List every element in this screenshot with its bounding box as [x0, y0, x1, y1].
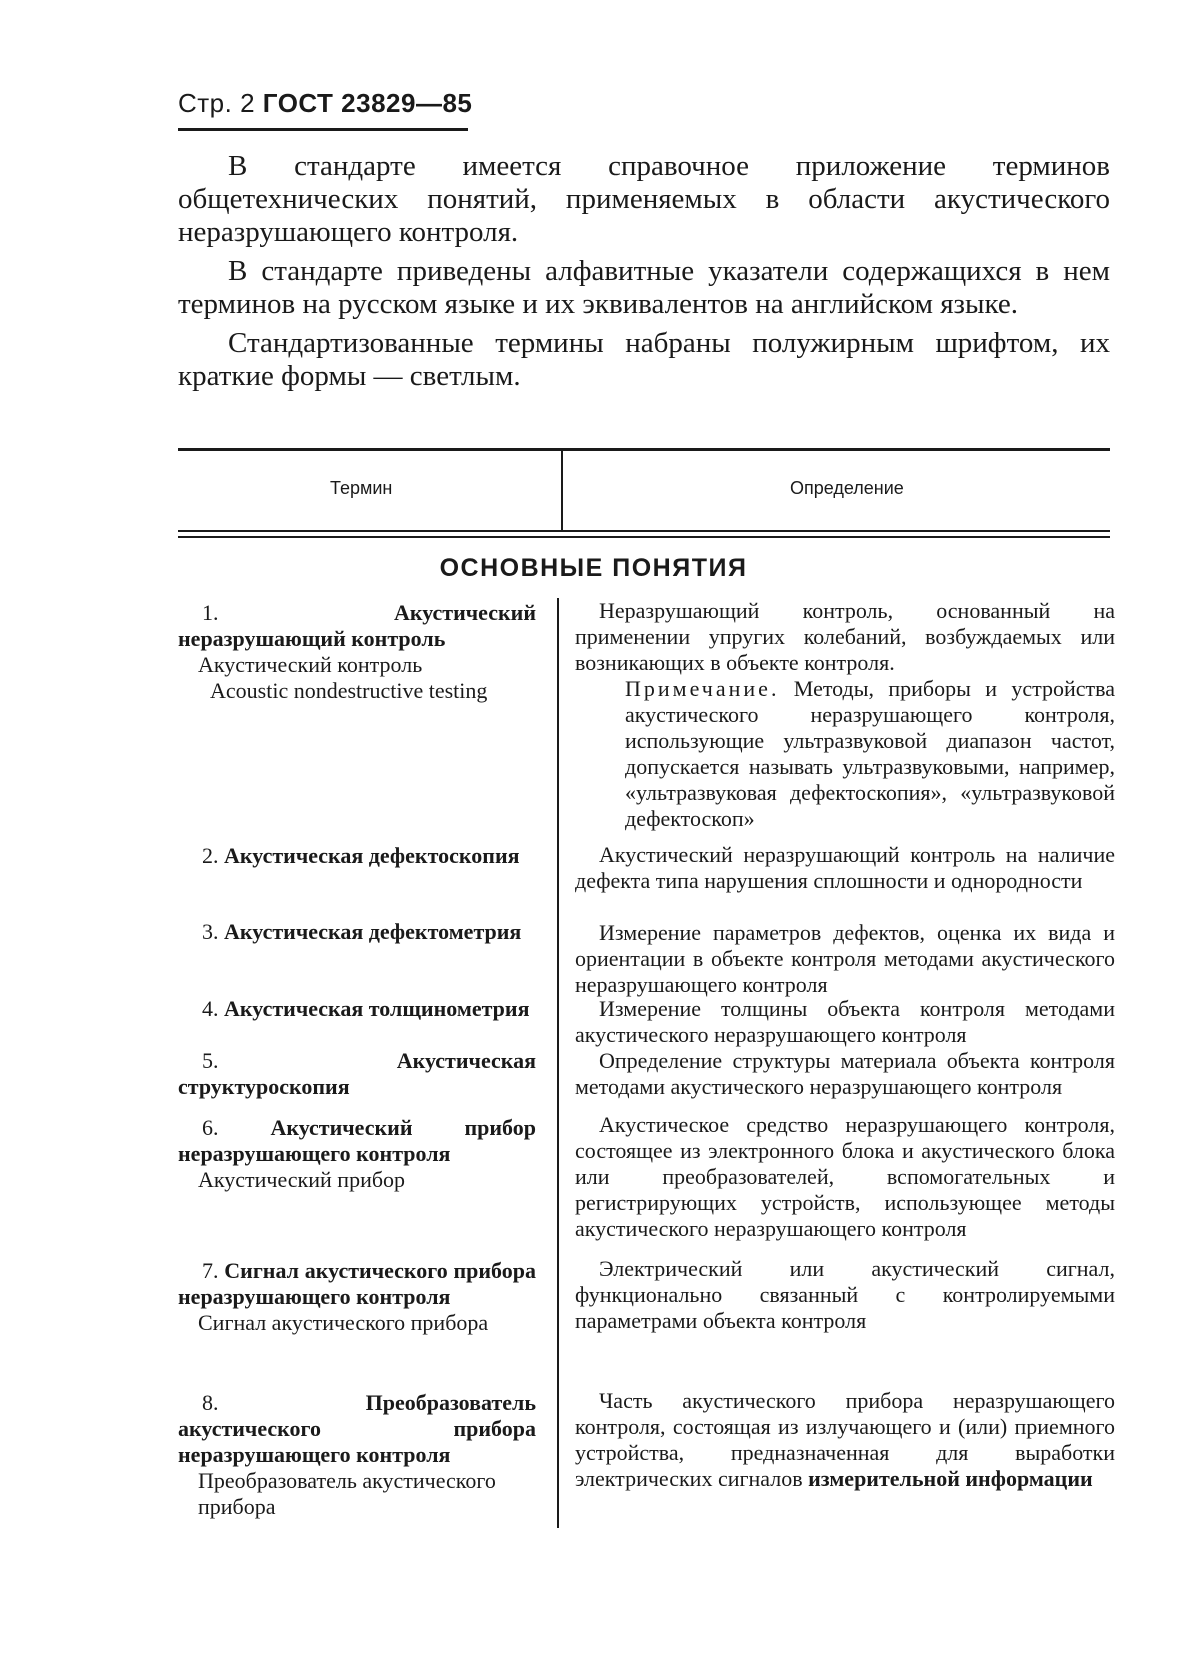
term-entry-1 — [178, 600, 536, 704]
definition-2 — [575, 842, 1115, 894]
table-header-rule — [178, 530, 1110, 532]
intro-paragraph: В стандарте имеется справочное приложение терминов общетехнических понятий, применяемых в области акустического неразрушающего контроля. — [178, 150, 1110, 248]
term-short-form: Акустический прибор — [198, 1167, 406, 1192]
term-name: Акустическая структуроскопия — [178, 1048, 536, 1099]
definition-3 — [575, 920, 1115, 998]
page-number: Стр. 2 — [178, 88, 256, 118]
term-name: Сигнал акустического прибора неразрушающего контроля — [178, 1258, 537, 1309]
definition-1 — [575, 598, 1115, 832]
term-number: 8. — [202, 1390, 219, 1415]
definition-7 — [575, 1256, 1115, 1334]
term-number: 5. — [202, 1048, 219, 1073]
term-english: Acoustic nondestructive testing — [210, 678, 488, 703]
definition-text: Неразрушающий контроль, основанный на применении упругих колебаний, возбуждаемых или возникающих в объекте контроля. — [575, 598, 1115, 675]
definition-text: Акустический неразрушающий контроль на наличие дефекта типа нарушения сплошности и однородности — [575, 842, 1115, 893]
note-label: Примечание. — [625, 676, 780, 701]
term-short-form: Акустический контроль — [198, 652, 423, 677]
term-name: Акустическая толщинометрия — [224, 996, 530, 1021]
table-body-divider — [557, 598, 559, 1528]
section-title: ОСНОВНЫЕ ПОНЯТИЯ — [439, 554, 748, 582]
definition-text — [575, 1388, 1115, 1492]
note-text: Методы, приборы и устройства акустического неразрушающего контроля, использующие ультразвуковой диапазон частот, допускается называть ультразвуковыми, например, «ультразвуковая дефектоскопия», «ультразвуковой дефектоскоп» — [625, 676, 1115, 831]
term-name: Акустический прибор неразрушающего контроля — [178, 1115, 536, 1166]
definition-8 — [575, 1388, 1115, 1492]
term-name: Акустическая дефектоскопия — [224, 843, 520, 868]
standard-number: ГОСТ 23829—85 — [262, 88, 473, 118]
definition-text-regular: Часть акустического прибора неразрушающего контроля, состоящая из излучающего и (или) приемного устройства, предназначенная для выработки электрических сигналов — [575, 1388, 1115, 1491]
intro-paragraph: Стандартизованные термины набраны полужирным шрифтом, их краткие формы — светлым. — [178, 327, 1110, 392]
term-entry-3 — [178, 919, 536, 945]
term-entry-6 — [178, 1115, 536, 1193]
definition-text-bold: измерительной информации — [808, 1466, 1093, 1491]
term-entry-2 — [178, 843, 536, 869]
definition-4 — [575, 996, 1115, 1048]
intro-paragraph: В стандарте приведены алфавитные указатели содержащихся в нем терминов на русском языке и их эквивалентов на английском языке. — [178, 255, 1110, 320]
term-number: 1. — [202, 600, 219, 625]
term-number: 4. — [202, 996, 219, 1021]
definition-text: Электрический или акустический сигнал, функционально связанный с контролируемыми параметрами объекта контроля — [575, 1256, 1115, 1333]
header-rule — [178, 128, 468, 131]
term-entry-7 — [178, 1258, 536, 1336]
term-number: 6. — [202, 1115, 219, 1140]
term-name: Акустическая дефектометрия — [224, 919, 522, 944]
term-entry-8 — [178, 1390, 536, 1520]
term-entry-5 — [178, 1048, 536, 1100]
term-entry-4 — [178, 996, 536, 1022]
table-header-rule — [178, 536, 1110, 538]
definition-text: Измерение параметров дефектов, оценка их вида и ориентации в объекте контроля методами акустического неразрушающего контроля — [575, 920, 1115, 997]
column-header-definition: Определение — [790, 478, 904, 498]
definition-note — [625, 676, 1115, 832]
page-header — [178, 88, 472, 119]
table-header-divider — [561, 451, 563, 530]
definition-5 — [575, 1048, 1115, 1100]
definition-6 — [575, 1112, 1115, 1242]
column-header-term: Термин — [330, 478, 393, 498]
term-name: Преобразователь акустического прибора неразрушающего контроля — [178, 1390, 536, 1467]
term-short-form: Сигнал акустического прибора — [198, 1310, 489, 1335]
definition-text: Акустическое средство неразрушающего контроля, состоящее из электронного блока и акустического блока или преобразователей, вспомогательных и регистрирующих устройств, использующее методы акустического неразрушающего контроля — [575, 1112, 1115, 1241]
definition-text: Измерение толщины объекта контроля методами акустического неразрушающего контроля — [575, 996, 1115, 1047]
intro-text — [178, 150, 1110, 399]
term-number: 3. — [202, 919, 219, 944]
term-number: 2. — [202, 843, 219, 868]
term-number: 7. — [202, 1258, 219, 1283]
table-top-rule — [178, 448, 1110, 451]
definition-text: Определение структуры материала объекта контроля методами акустического неразрушающего контроля — [575, 1048, 1115, 1099]
term-short-form: Преобразователь акустического прибора — [198, 1468, 496, 1519]
term-name: Акустический неразрушающий контроль — [178, 600, 536, 651]
